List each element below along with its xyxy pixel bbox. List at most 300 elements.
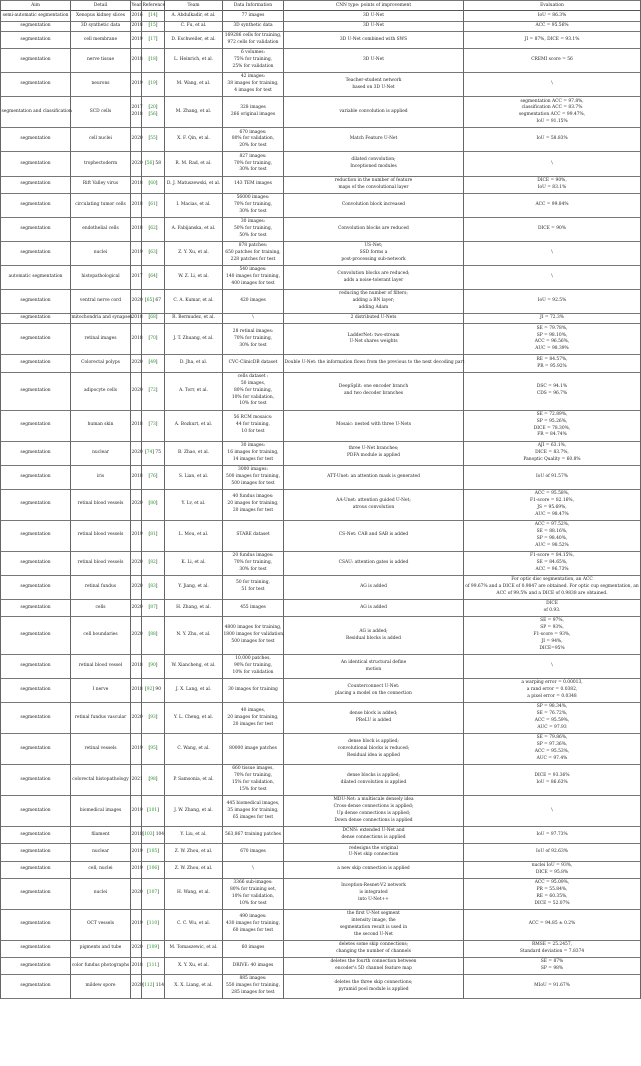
cell-line: 3D U-Net xyxy=(362,22,385,28)
cell-line: Xenopus kidney slices xyxy=(75,12,126,18)
cell-cnn-type xyxy=(284,465,464,489)
bracket: [ xyxy=(147,962,149,968)
cell-team xyxy=(165,314,223,324)
reference-link[interactable] xyxy=(143,450,164,457)
cell-aim xyxy=(1,940,71,957)
reference-number: 60 xyxy=(150,181,156,187)
reference-link[interactable] xyxy=(143,388,164,395)
cell-line: placing a model on the connection xyxy=(335,690,412,696)
table-row xyxy=(1,97,641,128)
cell-data-information xyxy=(223,599,284,616)
cell-aim xyxy=(1,21,71,31)
cell-line: 42 images: xyxy=(240,74,266,80)
cell-year xyxy=(131,355,142,372)
reference-number: 109 xyxy=(148,945,158,951)
cell-line: 2019 xyxy=(131,81,143,87)
cell-line: 266 original images xyxy=(230,112,276,118)
cell-line: IoU of 92.63% xyxy=(536,849,568,855)
table-row xyxy=(1,128,641,152)
reference-link[interactable] xyxy=(143,81,164,88)
cell-line: 445 biomedical images, xyxy=(226,800,280,806)
table-row xyxy=(1,765,641,796)
cell-year xyxy=(131,193,142,217)
bracket: [ xyxy=(148,201,151,207)
cell-reference xyxy=(142,11,165,21)
cell-team xyxy=(165,765,223,796)
cell-line: AG is added xyxy=(360,583,387,589)
table-row xyxy=(1,441,641,465)
cell-line: classification ACC = 83.7% xyxy=(521,105,583,111)
cell-line: 670 images xyxy=(240,849,266,855)
cell-line: DRIVE: 40 images xyxy=(232,962,274,968)
bracket: [ xyxy=(148,36,151,42)
cell-line: deletes the three skip connections; xyxy=(334,979,413,985)
cell-detail xyxy=(71,11,131,21)
bracket: [ xyxy=(148,604,151,610)
cell-evaluation xyxy=(464,217,641,241)
cell-line: nuclei IoU = 93%, xyxy=(531,862,573,868)
cell-line: For optic disc segmentation, an ACC xyxy=(511,577,593,582)
cell-line: OCT vessels xyxy=(86,921,115,927)
reference-number: 95 xyxy=(150,745,156,751)
cell-year xyxy=(131,265,142,289)
cell-data-information xyxy=(223,128,284,152)
cell-data-information xyxy=(223,734,284,765)
cell-line: 15% for test xyxy=(239,787,267,793)
cell-line: J. T. Zhuang, et al. xyxy=(173,335,214,341)
cell-detail xyxy=(71,31,131,48)
cell-line: H. Wang, et al. xyxy=(177,890,210,896)
bracket: ] xyxy=(155,632,158,638)
table-row xyxy=(1,909,641,940)
cell-line: segmentation xyxy=(20,559,51,565)
cell-year xyxy=(131,878,142,909)
cell-year xyxy=(131,617,142,655)
cell-line: segmentation xyxy=(20,57,51,63)
cell-line: segmentation xyxy=(20,776,51,782)
reference-link[interactable] xyxy=(143,274,164,281)
header-row xyxy=(1,1,641,11)
reference-number: 80 xyxy=(150,501,156,507)
cell-line: segmentation xyxy=(20,983,51,989)
cell-line: IoU = 97.73% xyxy=(536,831,568,837)
reference-number: 70 xyxy=(150,335,156,341)
reference-link[interactable] xyxy=(143,746,164,753)
cell-line: pyramid pool module is applied xyxy=(338,986,409,992)
cell-line: 2020 xyxy=(131,387,143,393)
cell-aim xyxy=(1,97,71,128)
cell-line: \ xyxy=(551,160,553,166)
reference-link[interactable] xyxy=(143,112,164,119)
cell-line: 2 distributed U-Nets xyxy=(350,315,397,321)
cell-line: 2018 xyxy=(131,831,143,837)
bracket: [ xyxy=(142,983,145,989)
bracket: ] xyxy=(155,249,158,255)
cell-aim xyxy=(1,410,71,441)
cell-detail xyxy=(71,734,131,765)
cell-line: R. M. Rad, et al. xyxy=(175,160,212,166)
cell-line: SP = 93%, xyxy=(540,625,564,631)
cell-line: human skin xyxy=(87,422,114,428)
table-row xyxy=(1,655,641,679)
cell-team xyxy=(165,940,223,957)
cell-cnn-type xyxy=(284,176,464,193)
cell-line: L. Mou, et al. xyxy=(178,532,209,538)
cell-line: colorectal histopathology xyxy=(72,776,129,782)
cell-data-information xyxy=(223,21,284,31)
cell-year xyxy=(131,520,142,551)
cell-line: A. Torr, et al. xyxy=(179,387,208,393)
reference-link[interactable] xyxy=(143,161,164,168)
cell-reference xyxy=(142,31,165,48)
cell-line: retinal vessels xyxy=(84,745,117,751)
cell-cnn-type xyxy=(284,49,464,73)
cell-line: 50 for training, xyxy=(236,580,270,586)
cell-line: \ xyxy=(551,807,553,813)
cell-line: 400 images for test xyxy=(231,280,275,286)
cell-line: retinal blood vessels xyxy=(77,532,124,538)
reference-link[interactable] xyxy=(143,849,164,856)
cell-line: segmentation xyxy=(20,687,51,693)
cell-line: 563,867 training patches xyxy=(224,831,282,837)
cell-line: 25% for validation xyxy=(232,64,274,70)
cell-line: color fundus photographs xyxy=(71,962,130,968)
cell-line: 670 images: xyxy=(239,129,267,135)
bracket: ] 67 xyxy=(152,298,161,304)
cell-line: 3366 sub-images: xyxy=(233,879,273,885)
cell-line: 80% for validation, xyxy=(231,136,275,142)
cell-line: 2021 xyxy=(131,776,143,782)
cell-reference xyxy=(142,734,165,765)
cell-line: segmentation xyxy=(20,532,51,538)
cell-line: 10% for validation, xyxy=(231,394,275,400)
cell-line: segmentation xyxy=(20,387,51,393)
cell-line: 20 fundus images: xyxy=(232,552,274,558)
cell-line: CREMI score = 56 xyxy=(531,57,573,63)
cell-line: nuclear xyxy=(92,449,109,455)
cell-reference xyxy=(142,410,165,441)
reference-link[interactable] xyxy=(143,57,164,64)
cell-line: 540 images: xyxy=(239,267,267,273)
cell-line: SE = 84.65%, xyxy=(536,559,568,565)
reference-link[interactable] xyxy=(143,105,164,112)
reference-number: 49 xyxy=(150,360,156,366)
cell-line: ACC = 95.09%, xyxy=(534,879,570,885)
reference-link[interactable] xyxy=(143,23,164,30)
cell-data-information xyxy=(223,97,284,128)
cell-detail xyxy=(71,617,131,655)
bracket: [ xyxy=(142,831,145,837)
reference-number: 14 xyxy=(150,12,156,18)
reference-link[interactable] xyxy=(143,983,164,990)
cell-line: C. C. Wu, et al. xyxy=(176,921,211,927)
bracket: ] xyxy=(155,473,158,479)
cell-line: adds a noise-tolerant layer xyxy=(343,277,404,283)
reference-number: 61 xyxy=(150,201,156,207)
reference-link[interactable] xyxy=(143,37,164,44)
cell-line: H. Zhang, et al. xyxy=(176,604,211,610)
cell-line: 3D synthetic data xyxy=(233,22,273,28)
cell-year xyxy=(131,49,142,73)
cell-evaluation xyxy=(464,878,641,909)
cell-line: segmentation ACC = 99.47%, xyxy=(518,112,586,118)
bracket: [ xyxy=(147,921,149,927)
cell-data-information xyxy=(223,827,284,844)
cell-line: A. Bozkurt, et al. xyxy=(174,422,213,428)
cell-cnn-type xyxy=(284,265,464,289)
cell-line: 70% for training, xyxy=(233,335,273,341)
reference-link[interactable] xyxy=(143,584,164,591)
cell-reference xyxy=(142,861,165,878)
cell-line: 2020 xyxy=(131,632,143,638)
cell-cnn-type xyxy=(284,796,464,827)
cell-line: DCNN: extended U-Net and xyxy=(342,828,405,834)
reference-link[interactable] xyxy=(143,963,164,970)
cell-team xyxy=(165,861,223,878)
cell-line: 16 images for training, xyxy=(227,449,279,455)
reference-link[interactable] xyxy=(143,687,164,694)
cell-evaluation xyxy=(464,31,641,48)
cell-cnn-type xyxy=(284,241,464,265)
cell-aim xyxy=(1,355,71,372)
reference-link[interactable] xyxy=(143,715,164,722)
cell-team xyxy=(165,217,223,241)
cell-line: 2018 xyxy=(131,22,143,28)
cell-cnn-type xyxy=(284,703,464,734)
cell-team xyxy=(165,878,223,909)
cell-data-information xyxy=(223,957,284,974)
cell-cnn-type xyxy=(284,599,464,616)
cell-line: 2017 xyxy=(131,274,143,280)
cell-cnn-type xyxy=(284,11,464,21)
cell-line: 550 images for training, xyxy=(226,983,280,989)
bracket: [ xyxy=(148,181,151,187)
cell-aim xyxy=(1,617,71,655)
header-evaluation: Evaluation xyxy=(464,1,641,11)
cell-line: 60 images xyxy=(241,945,265,951)
cell-line: ACC = 95.58%, xyxy=(534,490,570,496)
cell-cnn-type xyxy=(284,128,464,152)
bracket: ] xyxy=(155,181,158,187)
cell-line: biomedical images xyxy=(79,807,122,813)
cell-line: segmentation xyxy=(20,583,51,589)
cell-detail xyxy=(71,217,131,241)
cell-cnn-type xyxy=(284,940,464,957)
cell-data-information xyxy=(223,290,284,314)
cell-line: 75% for training, xyxy=(233,57,273,63)
cell-line: DICE = 95.8% xyxy=(535,869,569,875)
cell-evaluation xyxy=(464,734,641,765)
reference-link[interactable] xyxy=(143,360,164,367)
reference-link[interactable] xyxy=(143,605,164,612)
cell-line: of 0.93. xyxy=(543,608,561,613)
cell-detail xyxy=(71,49,131,73)
cell-year xyxy=(131,97,142,128)
cell-line: AUC = 97.93 xyxy=(537,725,567,731)
cell-cnn-type xyxy=(284,878,464,909)
cell-line: A. Abdulkadir, et al. xyxy=(171,12,216,18)
reference-link[interactable] xyxy=(143,13,164,20)
cell-line: segmentation xyxy=(20,663,51,669)
cell-line: cell nuclei xyxy=(89,136,112,142)
reference-link[interactable] xyxy=(143,663,164,670)
cell-line: intensity image, the xyxy=(351,917,396,923)
cell-line: DICE = 52.07% xyxy=(534,900,570,906)
cell-line: DICE = 78.30%, xyxy=(533,425,571,431)
cell-line: a rand error = 0.0382, xyxy=(526,687,578,693)
cell-line: \ xyxy=(252,866,254,872)
reference-link[interactable] xyxy=(143,808,164,815)
cell-detail xyxy=(71,193,131,217)
reference-link[interactable] xyxy=(143,945,164,952)
cell-year xyxy=(131,152,142,176)
cell-evaluation xyxy=(464,49,641,73)
reference-number: 110 xyxy=(148,921,158,927)
cell-line: 2020 xyxy=(131,583,143,589)
cell-detail xyxy=(71,441,131,465)
cell-line: retinal fundus xyxy=(84,583,117,589)
cell-cnn-type xyxy=(284,73,464,97)
cell-line: Convolution blocks are reduced xyxy=(338,225,409,231)
cell-line: circulating tumor cells xyxy=(75,201,126,207)
cell-line: maps of the convolutional layer xyxy=(338,184,409,190)
cell-team xyxy=(165,97,223,128)
cell-line: US-Net; xyxy=(364,243,383,249)
bracket: [ xyxy=(148,225,151,231)
cell-line: RE = 84.57%, xyxy=(536,356,568,362)
cell-data-information xyxy=(223,314,284,324)
cell-line: Colorectal polyps xyxy=(81,360,120,366)
cell-evaluation xyxy=(464,940,641,957)
cell-line: 3D U-Net xyxy=(362,12,385,18)
reference-number: 111 xyxy=(148,962,158,968)
cell-line: \ xyxy=(252,315,254,321)
reference-link[interactable] xyxy=(143,532,164,539)
table-row xyxy=(1,861,641,878)
reference-link[interactable] xyxy=(143,136,164,143)
cell-team xyxy=(165,957,223,974)
cell-aim xyxy=(1,73,71,97)
cell-cnn-type xyxy=(284,957,464,974)
cell-year xyxy=(131,975,142,999)
cell-cnn-type xyxy=(284,97,464,128)
cell-data-information xyxy=(223,765,284,796)
cell-line: 15% for validation, xyxy=(231,780,275,786)
reference-link[interactable] xyxy=(143,632,164,639)
cell-team xyxy=(165,265,223,289)
cell-line: Z. W. Zhou, et al. xyxy=(174,849,213,855)
cell-team xyxy=(165,73,223,97)
reference-link[interactable] xyxy=(143,226,164,233)
reference-link[interactable] xyxy=(143,250,164,257)
reference-number: 64 xyxy=(150,274,156,280)
reference-link[interactable] xyxy=(143,336,164,343)
reference-link[interactable] xyxy=(143,560,164,567)
cell-line: Y. Jiang, et al. xyxy=(178,583,209,589)
reference-number: 88 xyxy=(150,632,156,638)
bracket: [ xyxy=(148,249,151,255)
table-row xyxy=(1,11,641,21)
bracket: ] xyxy=(155,583,158,589)
cell-evaluation xyxy=(464,21,641,31)
cell-line: 2018 xyxy=(131,112,143,118)
cell-evaluation xyxy=(464,372,641,410)
reference-link[interactable] xyxy=(143,921,164,928)
cell-detail xyxy=(71,176,131,193)
cell-aim xyxy=(1,241,71,265)
cell-line: 10% for test xyxy=(239,401,267,407)
reference-link[interactable] xyxy=(143,422,164,429)
cell-line: F1-score = 82.16%, xyxy=(530,497,574,503)
cell-evaluation xyxy=(464,861,641,878)
cell-data-information xyxy=(223,465,284,489)
reference-link[interactable] xyxy=(143,890,164,897)
cell-team xyxy=(165,372,223,410)
reference-link[interactable] xyxy=(143,202,164,209)
cell-line: cell, nuclei xyxy=(88,866,113,872)
cell-line: SE = 76.72%, xyxy=(536,711,568,717)
cell-aim xyxy=(1,465,71,489)
reference-link[interactable] xyxy=(143,501,164,508)
reference-link[interactable] xyxy=(143,181,164,188)
bracket: [ xyxy=(148,105,151,111)
cell-line: into U-Net++ xyxy=(358,897,389,903)
cell-line: X. X. Liang, et al. xyxy=(174,983,213,989)
cell-year xyxy=(131,765,142,796)
cell-line: 30% for test xyxy=(239,208,267,214)
reference-link[interactable] xyxy=(143,315,164,322)
cell-aim xyxy=(1,31,71,48)
cell-line: I. Macias, et al. xyxy=(176,201,211,207)
reference-number: 15 xyxy=(150,22,156,28)
cell-aim xyxy=(1,551,71,575)
bracket: [ xyxy=(148,745,151,751)
cell-cnn-type xyxy=(284,844,464,861)
cell-detail xyxy=(71,844,131,861)
cell-line: Teacher-student network xyxy=(345,77,402,83)
reference-link[interactable] xyxy=(143,832,164,839)
bracket: ] xyxy=(155,714,158,720)
cell-line: 878 patches: xyxy=(238,243,268,249)
cell-team xyxy=(165,827,223,844)
table-row xyxy=(1,940,641,957)
cell-detail xyxy=(71,765,131,796)
cell-line: 80% for training, xyxy=(233,387,273,393)
cell-line: J. X. Lang, et al. xyxy=(175,687,212,693)
cell-data-information xyxy=(223,909,284,940)
cell-line: segmentation xyxy=(20,866,51,872)
cell-reference xyxy=(142,796,165,827)
cell-detail xyxy=(71,21,131,31)
cell-line: Match Feature U-Net xyxy=(349,136,398,142)
cell-line: RE = 60.35%, xyxy=(536,893,568,899)
reference-number: 83 xyxy=(150,583,156,589)
cell-aim xyxy=(1,975,71,999)
bracket: ] xyxy=(157,962,159,968)
reference-link[interactable] xyxy=(143,298,164,305)
reference-link[interactable] xyxy=(143,866,164,873)
cell-line: LadderNet: two-stream xyxy=(347,332,400,338)
cell-data-information xyxy=(223,575,284,599)
cell-line: segmentation ACC = 97.8%, xyxy=(520,98,584,104)
cell-aim xyxy=(1,878,71,909)
reference-link[interactable] xyxy=(143,777,164,784)
cell-line: segmentation xyxy=(20,225,51,231)
reference-link[interactable] xyxy=(143,474,164,481)
cell-line: AUC = 98.52% xyxy=(535,542,569,548)
cell-team xyxy=(165,152,223,176)
cell-line: DeepSplit: one encoder branch xyxy=(338,384,409,390)
